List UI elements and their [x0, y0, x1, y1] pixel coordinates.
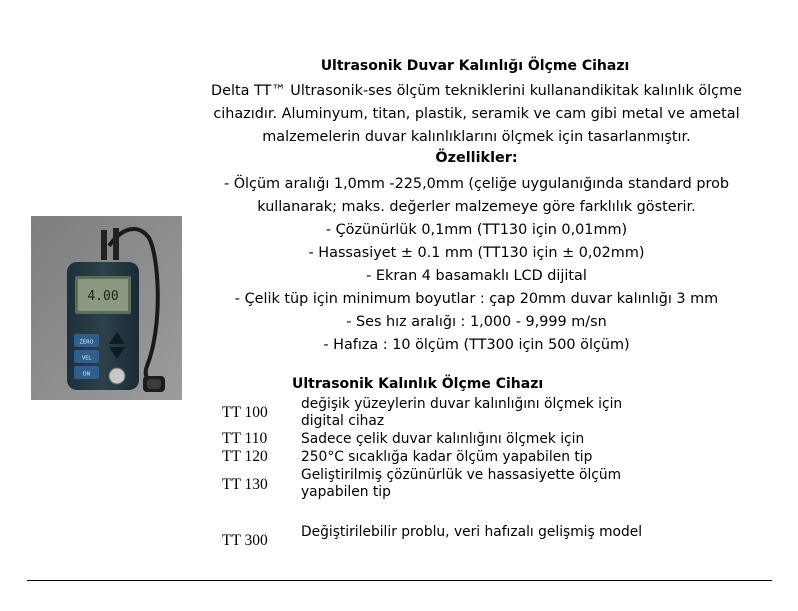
on-button-label: ON: [82, 371, 91, 378]
intro-paragraph: Delta TT™ Ultrasonik-ses ölçüm tekniklerini kullanandikitak kalınlık ölçme cihazıdır. Aluminyum, titan, plastik, seramik ve cam gibi metal ve ametal malzemelerin duvar kalınlıklarını ölçmek için tasarlanmıştır.: [211, 83, 742, 145]
feature-item: - Hassasiyet ± 0.1 mm (TT130 için ± 0,02mm): [308, 245, 645, 261]
feature-item: - Hafıza : 10 ölçüm (TT300 için 500 ölçüm): [323, 337, 630, 353]
document-title: Ultrasonik Duvar Kalınlığı Ölçme Cihazı: [320, 58, 630, 74]
feature-item: - Çözünürlük 0,1mm (TT130 için 0,01mm): [325, 222, 628, 238]
thickness-gauge-photo: [31, 216, 182, 400]
model-description: değişik yüzeylerin duvar kalınlığını ölçmek için digital cihaz: [301, 396, 623, 429]
feature-item: - Çelik tüp için minimum boyutlar : çap 20mm duvar kalınlığı 3 mm: [234, 291, 719, 307]
lcd-value: 4.00: [87, 289, 119, 304]
calibration-disc: [109, 368, 125, 384]
model-description: 250°C sıcaklığa kadar ölçüm yapabilen tip: [301, 449, 593, 465]
vel-button-label: VEL: [81, 355, 92, 362]
features-heading: Özellikler:: [435, 150, 518, 166]
feature-item: - Ekran 4 basamaklı LCD dijital: [366, 268, 587, 284]
connector-left: [101, 230, 107, 260]
models-heading: Ultrasonik Kalınlık Ölçme Cihazı: [292, 376, 544, 392]
connector-right: [113, 228, 119, 260]
model-description: Geliştirilmiş çözünürlük ve hassasiyette ölçüm yapabilen tip: [301, 467, 622, 500]
bottom-divider: [27, 580, 772, 581]
model-code: TT 110: [222, 430, 268, 447]
feature-item: - Ölçüm aralığı 1,0mm -225,0mm (çeliğe uygulanığında standard prob kullanarak; maks. değerler malzemeye göre farklılık gösterir.: [223, 176, 730, 215]
probe-face: [147, 379, 161, 389]
model-description: Değiştirilebilir problu, veri hafızalı gelişmiş model: [301, 524, 643, 540]
feature-item: - Ses hız aralığı : 1,000 - 9,999 m/sn: [346, 314, 607, 330]
model-code: TT 120: [222, 448, 268, 465]
zero-button-label: ZERO: [79, 339, 94, 346]
model-description: Sadece çelik duvar kalınlığını ölçmek için: [301, 431, 585, 447]
model-code: TT 100: [222, 404, 268, 421]
model-code: TT 300: [222, 532, 268, 549]
model-code: TT 130: [222, 476, 268, 493]
features-list: [200, 173, 753, 357]
